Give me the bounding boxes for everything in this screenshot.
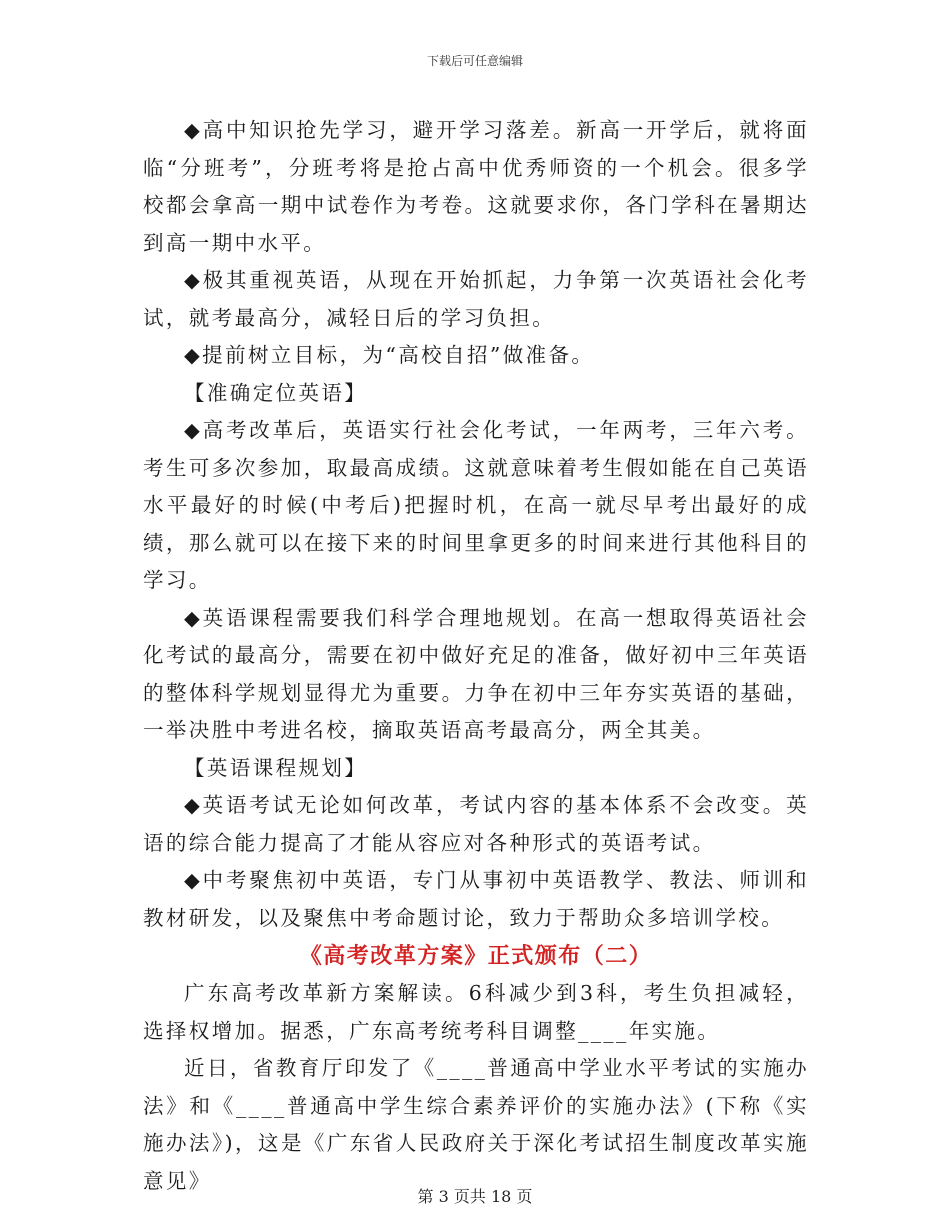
paragraph-value-english: ◆极其重视英语，从现在开始抓起，力争第一次英语社会化考试，就考最高分，减轻日后的学习负担。 (143, 268, 809, 330)
paragraph-exam-system: ◆英语考试无论如何改革，考试内容的基本体系不会改变。英语的综合能力提高了才能从容应对各种形式的英语考试。 (143, 793, 809, 855)
document-body (143, 112, 809, 1200)
subheading-english-positioning: 【准确定位英语】 (184, 380, 368, 405)
page-footer: 第 3 页共 18 页 (417, 1187, 533, 1206)
paragraph-guangdong-reform: 广东高考改革新方案解读。6科减少到3科，考生负担减轻，选择权增加。据悉，广东高考统考科目调整____年实施。 (143, 981, 809, 1043)
subheading-english-course-plan: 【英语课程规划】 (184, 755, 368, 780)
paragraph-english-socialized-exam: ◆高考改革后，英语实行社会化考试，一年两考，三年六考。考生可多次参加，取最高成绩。这就意味着考生假如能在自己英语水平最好的时候(中考后)把握时机，在高一就尽早考出最好的成绩，那么就可以在接下来的时间里拿更多的时间来进行其他科目的学习。 (143, 418, 809, 592)
page-header: 下载后可任意编辑 (426, 54, 523, 68)
paragraph-set-goals: ◆提前树立目标，为“高校自招”做准备。 (184, 343, 595, 367)
paragraph-education-dept: 近日，省教育厅印发了《____普通高中学业水平考试的实施办法》和《____普通高中学生综合素养评价的实施办法》(下称《实施办法》)，这是《广东省人民政府关于深化考试招生制度改革实施意见》 (143, 1056, 809, 1193)
paragraph-zhongkao-focus: ◆中考聚焦初中英语，专门从事初中英语教学、教法、师训和教材研发，以及聚焦中考命题讨论，致力于帮助众多培训学校。 (143, 868, 809, 930)
section-title: 《高考改革方案》正式颁布（二） (299, 943, 653, 969)
paragraph-advance-study: ◆高中知识抢先学习，避开学习落差。新高一开学后，就将面临“分班考”，分班考将是抢占高中优秀师资的一个机会。很多学校都会拿高一期中试卷作为考卷。这就要求你，各门学科在暑期达到高一期中水平。 (143, 118, 809, 255)
paragraph-english-planning: ◆英语课程需要我们科学合理地规划。在高一想取得英语社会化考试的最高分，需要在初中做好充足的准备，做好初中三年英语的整体科学规划显得尤为重要。力争在初中三年夯实英语的基础，一举决胜中考进名校，摘取英语高考最高分，两全其美。 (143, 605, 809, 742)
